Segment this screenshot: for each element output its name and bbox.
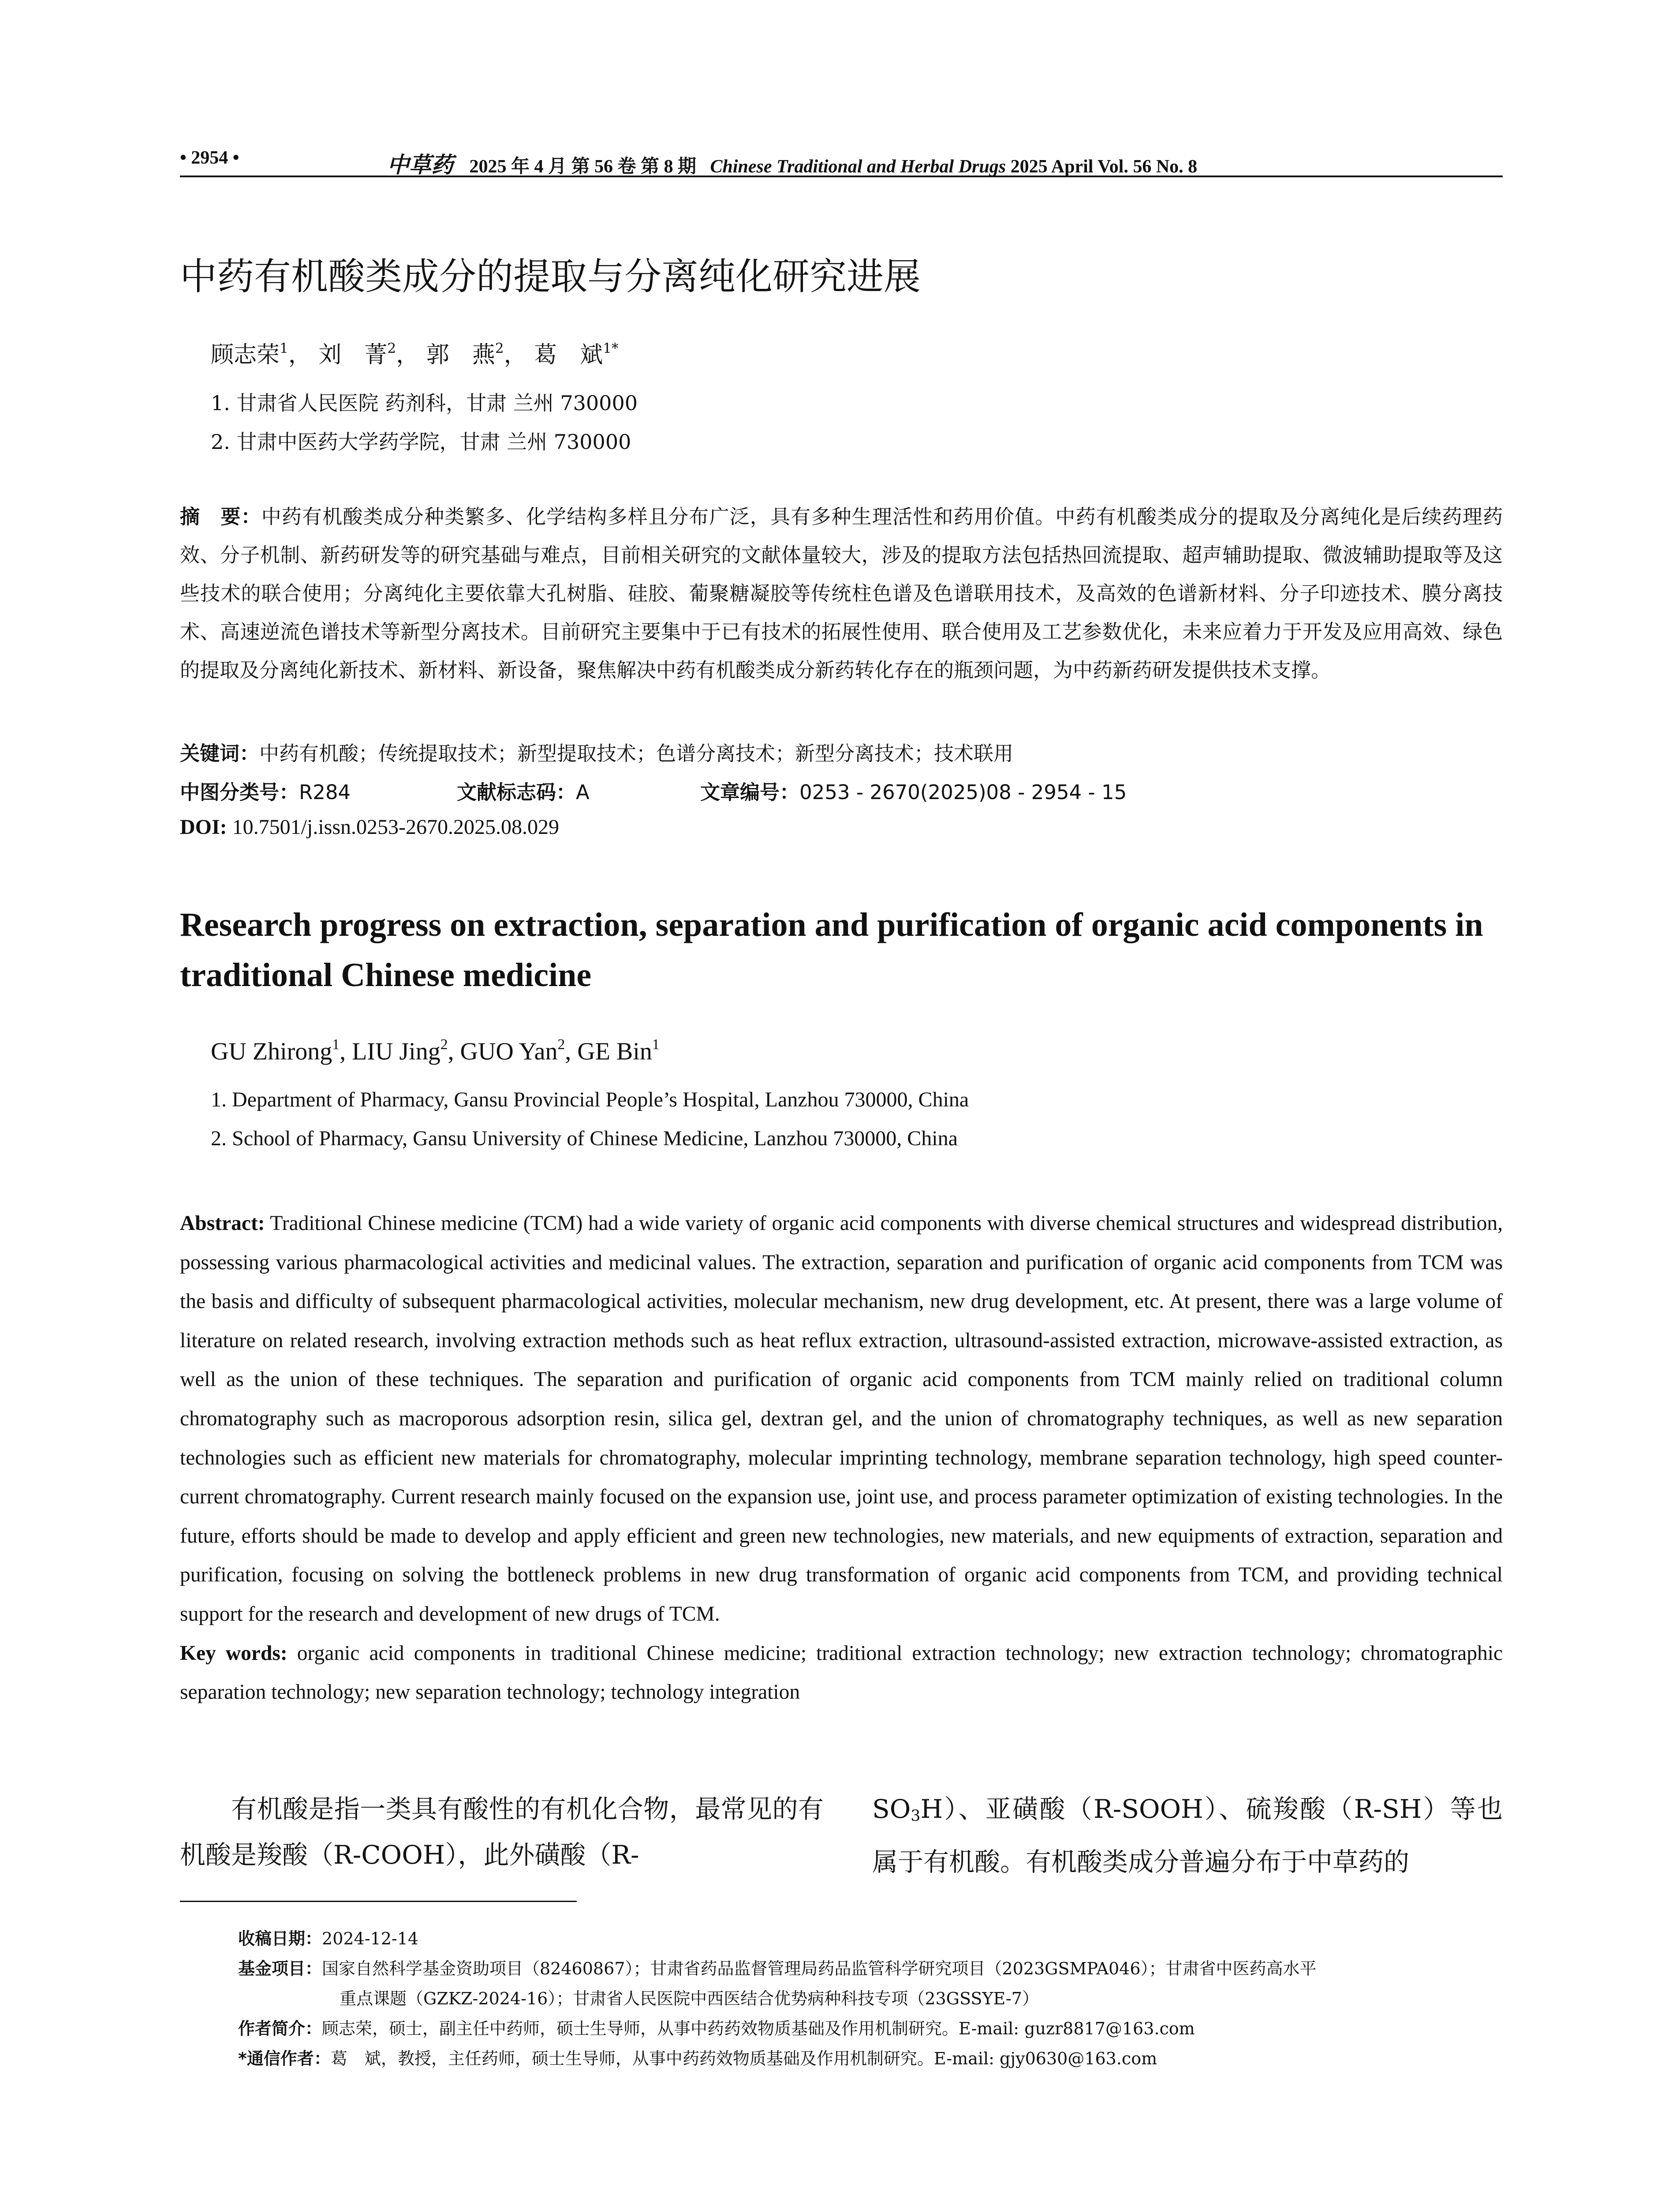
en-affiliation-2: 2. School of Pharmacy, Gansu University of Chinese Medicine, Lanzhou 730000, China xyxy=(211,1127,958,1150)
en-abstract-text: Traditional Chinese medicine (TCM) had a wide variety of organic acid components with diverse chemical structures and widespread distribution, possessing various pharmacological activities and medicinal values. The extraction, separation and purification of organic acid components from TCM was the basis and difficulty of subsequent pharmacological activities, molecular mechanism, new drug development, etc. At present, there was a large volume of literature on related research, involving extraction methods such as heat reflux extraction, ultrasound-assisted extraction, microwave-assisted extraction, as well as the union of these techniques. The separation and purification of organic acid components from TCM mainly relied on traditional column chromatography such as macroporous adsorption resin, silica gel, dextran gel, and the union of chromatography techniques, as well as new separation technologies such as efficient new materials for chromatography, molecular imprinting technology, membrane separation technology, high speed counter-current chromatography. Current research mainly focused on the expansion use, joint use, and process parameter optimization of existing technologies. In the future, efforts should be made to develop and apply efficient and green new technologies, new materials, and new equipments of extraction, separation and purification, focusing on solving the bottleneck problems in new drug transformation of organic acid components from TCM, and providing technical support for the research and development of new drugs of TCM. xyxy=(180,1212,1503,1626)
cn-keywords-label: 关键词： xyxy=(180,742,260,765)
clc-value: R284 xyxy=(299,781,351,804)
fund-line-1: 国家自然科学基金资助项目（82460867）；甘肃省药品监督管理局药品监管科学研究项目（2023GSMPA046）；甘肃省中医药高水平 xyxy=(322,1959,1317,1978)
en-author-sup: 2 xyxy=(440,1036,448,1053)
journal-logo: 中草药 xyxy=(387,152,453,178)
clc-label: 中图分类号： xyxy=(180,781,299,804)
article-no-label: 文章编号： xyxy=(700,781,800,804)
cn-author-sup: 2 xyxy=(495,340,504,357)
cn-keywords-text: 中药有机酸；传统提取技术；新型提取技术；色谱分离技术；新型分离技术；技术联用 xyxy=(259,742,1014,765)
article-no-item xyxy=(700,776,1127,805)
cn-keywords xyxy=(180,737,1503,766)
corr-value: 葛 斌，教授，主任药师，硕士生导师，从事中药药效物质基础及作用机制研究。E-mail: gjy0630@163.com xyxy=(330,2049,1157,2068)
en-keywords-label: Key words: xyxy=(180,1641,287,1665)
doi-value[interactable]: 10.7501/j.issn.0253-2670.2025.08.029 xyxy=(232,815,560,839)
cn-article-title: 中药有机酸类成分的提取与分离纯化研究进展 xyxy=(180,255,921,298)
cn-abstract xyxy=(180,497,1503,689)
footnote-rule xyxy=(180,1901,577,1902)
cn-affiliation-1: 1. 甘肃省人民医院 药剂科，甘肃 兰州 730000 xyxy=(211,391,638,415)
en-author: GE Bin xyxy=(577,1038,652,1065)
footnote-author xyxy=(238,2014,1195,2044)
page-number: • 2954 • xyxy=(180,148,239,168)
fund-line-2: 重点课题（GZKZ-2024-16）；甘肃省人民医院中西医结合优势病种科技专项（23GSSYE-7） xyxy=(340,1989,1039,2008)
en-author-sup: 1 xyxy=(652,1036,660,1053)
cn-affiliation-2: 2. 甘肃中医药大学药学院，甘肃 兰州 730000 xyxy=(211,430,631,454)
en-keywords-text: organic acid components in traditional Chinese medicine; traditional extraction technology; new extraction technology; chromatographic separation technology; new separation technology; technology integration xyxy=(180,1641,1503,1704)
en-abstract xyxy=(180,1204,1503,1712)
doc-code-value: A xyxy=(576,781,590,804)
cn-author: 郭 燕 xyxy=(426,342,495,368)
cn-author-list: 顾志荣$^1$， 刘 菁$^2$， 郭 燕$^2$， 葛 斌$^{1*}$ xyxy=(211,340,619,368)
body-text: H）、亚磺酸（R-SOOH）、硫羧酸（R-SH）等也属于有机酸。有机酸类成分普遍分布于中草药的 xyxy=(872,1794,1503,1877)
author-value: 顾志荣，硕士，副主任中药师，硕士生导师，从事中药药效物质基础及作用机制研究。E-mail: guzr8817@163.com xyxy=(322,2019,1195,2038)
doc-code-label: 文献标志码： xyxy=(457,781,576,804)
footnote-fund xyxy=(238,1954,1503,2014)
clc-item xyxy=(180,776,351,805)
issue-en: 2025 April Vol. 56 No. 8 xyxy=(1010,157,1198,177)
cn-abstract-label: 摘 要： xyxy=(180,505,261,528)
en-article-title: Research progress on extraction, separation and purification of organic acid components in traditional Chinese medicine xyxy=(180,906,1483,994)
received-label: 收稿日期： xyxy=(238,1929,322,1948)
journal-name-en: Chinese Traditional and Herbal Drugs xyxy=(710,157,1006,177)
journal-line xyxy=(387,147,1197,179)
issue-cn: 2025 年 4 月 第 56 卷 第 8 期 xyxy=(469,157,697,177)
en-author-sup: 1 xyxy=(332,1036,340,1053)
corr-label: *通信作者： xyxy=(238,2049,331,2068)
en-author-sup: 2 xyxy=(557,1036,565,1053)
en-affiliation-1: 1. Department of Pharmacy, Gansu Provincial People’s Hospital, Lanzhou 730000, China xyxy=(211,1088,969,1111)
cn-author: 刘 菁 xyxy=(318,342,388,368)
doc-code-item xyxy=(457,776,590,805)
received-value: 2024-12-14 xyxy=(322,1929,419,1948)
doi-line xyxy=(180,815,559,839)
cn-author-sup: 2 xyxy=(387,340,396,357)
en-keywords xyxy=(180,1642,1503,1704)
en-author: GUO Yan xyxy=(460,1038,558,1065)
en-author-list: GU Zhirong$^1$, LIU Jing$^2$, GUO Yan$^2$, GE Bin$^1$ xyxy=(211,1036,660,1065)
en-author: GU Zhirong xyxy=(211,1038,332,1065)
cn-author-sup: 1 xyxy=(280,340,288,357)
fund-label: 基金项目： xyxy=(238,1959,322,1978)
header-rule xyxy=(180,176,1503,177)
cn-author-sup: 1* xyxy=(603,340,619,357)
en-author: LIU Jing xyxy=(352,1038,441,1065)
body-column-left: 有机酸是指一类具有酸性的有机化合物，最常见的有机酸是羧酸（R-COOH），此外磺酸（R- xyxy=(180,1794,824,1870)
cn-author: 葛 斌 xyxy=(534,342,603,368)
doi-label: DOI: xyxy=(180,815,227,839)
body-subscript: 3 xyxy=(911,1807,921,1825)
body-column-right xyxy=(872,1786,1503,1885)
author-label: 作者简介： xyxy=(238,2019,322,2038)
article-no-value: 0253 - 2670(2025)08 - 2954 - 15 xyxy=(799,781,1127,804)
footnote-received xyxy=(238,1924,418,1954)
body-text: SO xyxy=(872,1794,911,1824)
cn-abstract-text: 中药有机酸类成分种类繁多、化学结构多样且分布广泛，具有多种生理活性和药用价值。中药有机酸类成分的提取及分离纯化是后续药理药效、分子机制、新药研发等的研究基础与难点，目前相关研究的文献体量较大，涉及的提取方法包括热回流提取、超声辅助提取、微波辅助提取等及这些技术的联合使用；分离纯化主要依靠大孔树脂、硅胶、葡聚糖凝胶等传统柱色谱及色谱联用技术，及高效的色谱新材料、分子印迹技术、膜分离技术、高速逆流色谱技术等新型分离技术。目前研究主要集中于已有技术的拓展性使用、联合使用及工艺参数优化，未来应着力于开发及应用高效、绿色的提取及分离纯化新技术、新材料、新设备，聚焦解决中药有机酸类成分新药转化存在的瓶颈问题，为中药新药研发提供技术支撑。 xyxy=(180,505,1503,682)
cn-author: 顾志荣 xyxy=(211,342,280,368)
running-header xyxy=(180,142,1503,177)
en-abstract-label: Abstract: xyxy=(180,1212,265,1235)
footnote-corresponding xyxy=(238,2044,1157,2074)
